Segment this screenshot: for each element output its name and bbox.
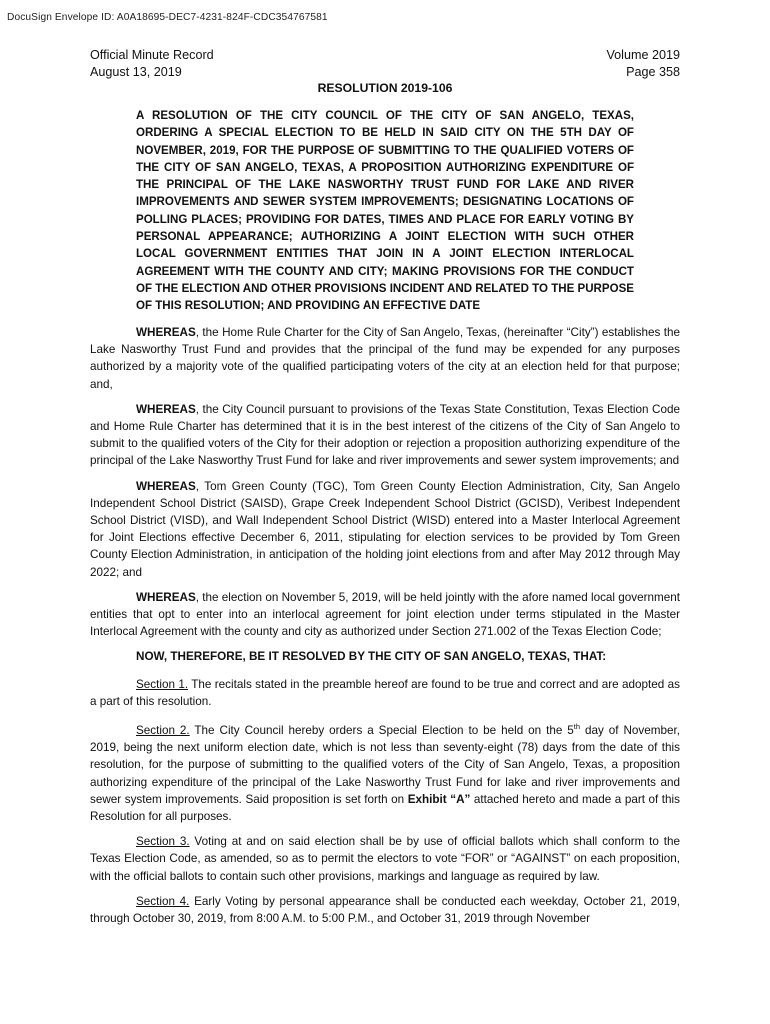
whereas-text: , the Home Rule Charter for the City of San Angelo, Texas, (hereinafter “City”) establishes the Lake Nasworthy Trust Fund and provides that the principal of the fund may be expended for any purposes authorized by a majority vote of the qualified participating voters of the city at an election held for that purpose; and, bbox=[90, 326, 680, 391]
docusign-envelope-id: DocuSign Envelope ID: A0A18695-DEC7-4231-824F-CDC354767581 bbox=[7, 12, 328, 23]
resolved-text: NOW, THEREFORE, BE IT RESOLVED BY THE CITY OF SAN ANGELO, TEXAS, THAT: bbox=[136, 650, 607, 664]
whereas-text: , the City Council pursuant to provisions of the Texas State Constitution, Texas Election Code and Home Rule Charter has determined that it is in the best interest of the citizens of the City of San Angelo to submit to the qualified voters of the City for their adoption or rejection a proposition authorizing expenditure of the principal of the Lake Nasworthy Trust Fund for lake and river improvements and sewer system improvements; and bbox=[90, 402, 680, 468]
section-3-label: Section 3. bbox=[136, 835, 190, 849]
resolved-clause bbox=[90, 648, 680, 665]
section-1 bbox=[90, 676, 680, 710]
resolution-caption: A RESOLUTION OF THE CITY COUNCIL OF THE CITY OF SAN ANGELO, TEXAS, ORDERING A SPECIAL ELECTION TO BE HELD IN SAID CITY ON THE 5TH DAY OF NOVEMBER, 2019, FOR THE PURPOSE OF SUBMITTING TO THE QUALIFIED VOTERS OF THE CITY OF SAN ANGELO, TEXAS, A PROPOSITION AUTHORIZING EXPENDITURE OF THE PRINCIPAL OF THE LAKE NASWORTHY TRUST FUND FOR LAKE AND RIVER IMPROVEMENTS AND SEWER SYSTEM IMPROVEMENTS; DESIGNATING LOCATIONS OF POLLING PLACES; PROVIDING FOR DATES, TIMES AND PLACE FOR EARLY VOTING BY PERSONAL APPEARANCE; AUTHORIZING A JOINT ELECTION WITH SUCH OTHER LOCAL GOVERNMENT ENTITIES THAT JOIN IN A JOINT ELECTION INTERLOCAL AGREEMENT WITH THE COUNTY AND CITY; MAKING PROVISIONS FOR THE CONDUCT OF THE ELECTION AND OTHER PROVISIONS INCIDENT AND RELATED TO THE PURPOSE OF THIS RESOLUTION; AND PROVIDING AN EFFECTIVE DATE bbox=[136, 110, 634, 313]
section-2-text-b: day of November, 2019, being the next uniform election date, which is not less than seventy-eight (78) days from the date of this resolution, for the purpose of submitting to the qualified voters of the City of San Angelo, Texas, a proposition authorizing expenditure of the principal of the Lake Nasworthy Trust Fund for lake and river improvements and sewer system improvements. Said proposition is set forth on bbox=[90, 723, 680, 806]
resolution-title: RESOLUTION 2019-106 bbox=[317, 81, 453, 95]
section-3-text: Voting at and on said election shall be by use of official ballots which shall conform to the Texas Election Code, as amended, so as to permit the electors to vote “FOR” or “AGAINST” on each proposition, with the official ballots to contain such other provisions, markings and language as required by law. bbox=[90, 835, 680, 883]
section-2-text-c: attached hereto and made a part of this Resolution for all purposes. bbox=[90, 792, 680, 823]
whereas-paragraph-4 bbox=[90, 589, 680, 641]
whereas-text: , the election on November 5, 2019, will be held jointly with the afore named local government entities that opt to enter into an interlocal agreement for joint election under terms stipulated in the Master Interlocal Agreement with the county and city as authorized under Section 271.002 of the Texas Election Code; bbox=[90, 590, 680, 639]
exhibit-reference: Exhibit “A” bbox=[407, 792, 471, 806]
record-date: August 13, 2019 bbox=[90, 65, 182, 79]
section-2-label: Section 2. bbox=[136, 723, 190, 737]
header-right bbox=[606, 47, 680, 81]
section-3 bbox=[90, 833, 680, 885]
header-left bbox=[90, 47, 214, 81]
whereas-label: WHEREAS bbox=[136, 590, 196, 604]
page-label: Page 358 bbox=[626, 65, 680, 79]
whereas-paragraph-1 bbox=[90, 324, 680, 393]
section-4 bbox=[90, 893, 680, 927]
resolution-body bbox=[90, 324, 680, 935]
section-4-text: Early Voting by personal appearance shall be conducted each weekday, October 21, 2019, through October 30, 2019, from 8:00 A.M. to 5:00 P.M., and October 31, 2019 through November bbox=[90, 894, 680, 925]
whereas-label: WHEREAS bbox=[136, 402, 196, 416]
section-1-label: Section 1. bbox=[136, 677, 189, 691]
section-2 bbox=[90, 718, 680, 825]
whereas-label: WHEREAS bbox=[136, 326, 196, 339]
ordinal-suffix: th bbox=[573, 722, 581, 732]
whereas-paragraph-2 bbox=[90, 401, 680, 470]
whereas-text: , Tom Green County (TGC), Tom Green County Election Administration, City, San Angelo Independent School District (SAISD), Grape Creek Independent School District (GCISD), Veribest Independent School District (VISD), and Wall Independent School District (WISD) entered into a Master Interlocal Agreement for Joint Elections effective December 6, 2011, stipulating for election services to be provided by Tom Green County Election Administration, in anticipation of the holding joint elections from and after May 2012 through May 2022; and bbox=[90, 479, 680, 579]
whereas-label: WHEREAS bbox=[136, 479, 196, 493]
volume-label: Volume 2019 bbox=[606, 48, 680, 62]
section-4-label: Section 4. bbox=[136, 894, 190, 908]
section-2-text-a: The City Council hereby orders a Special Election to be held on the 5 bbox=[189, 723, 574, 737]
section-1-text: The recitals stated in the preamble hereof are found to be true and correct and are adopted as a part of this resolution. bbox=[90, 677, 681, 708]
whereas-paragraph-3 bbox=[90, 478, 680, 581]
record-title: Official Minute Record bbox=[90, 48, 214, 62]
